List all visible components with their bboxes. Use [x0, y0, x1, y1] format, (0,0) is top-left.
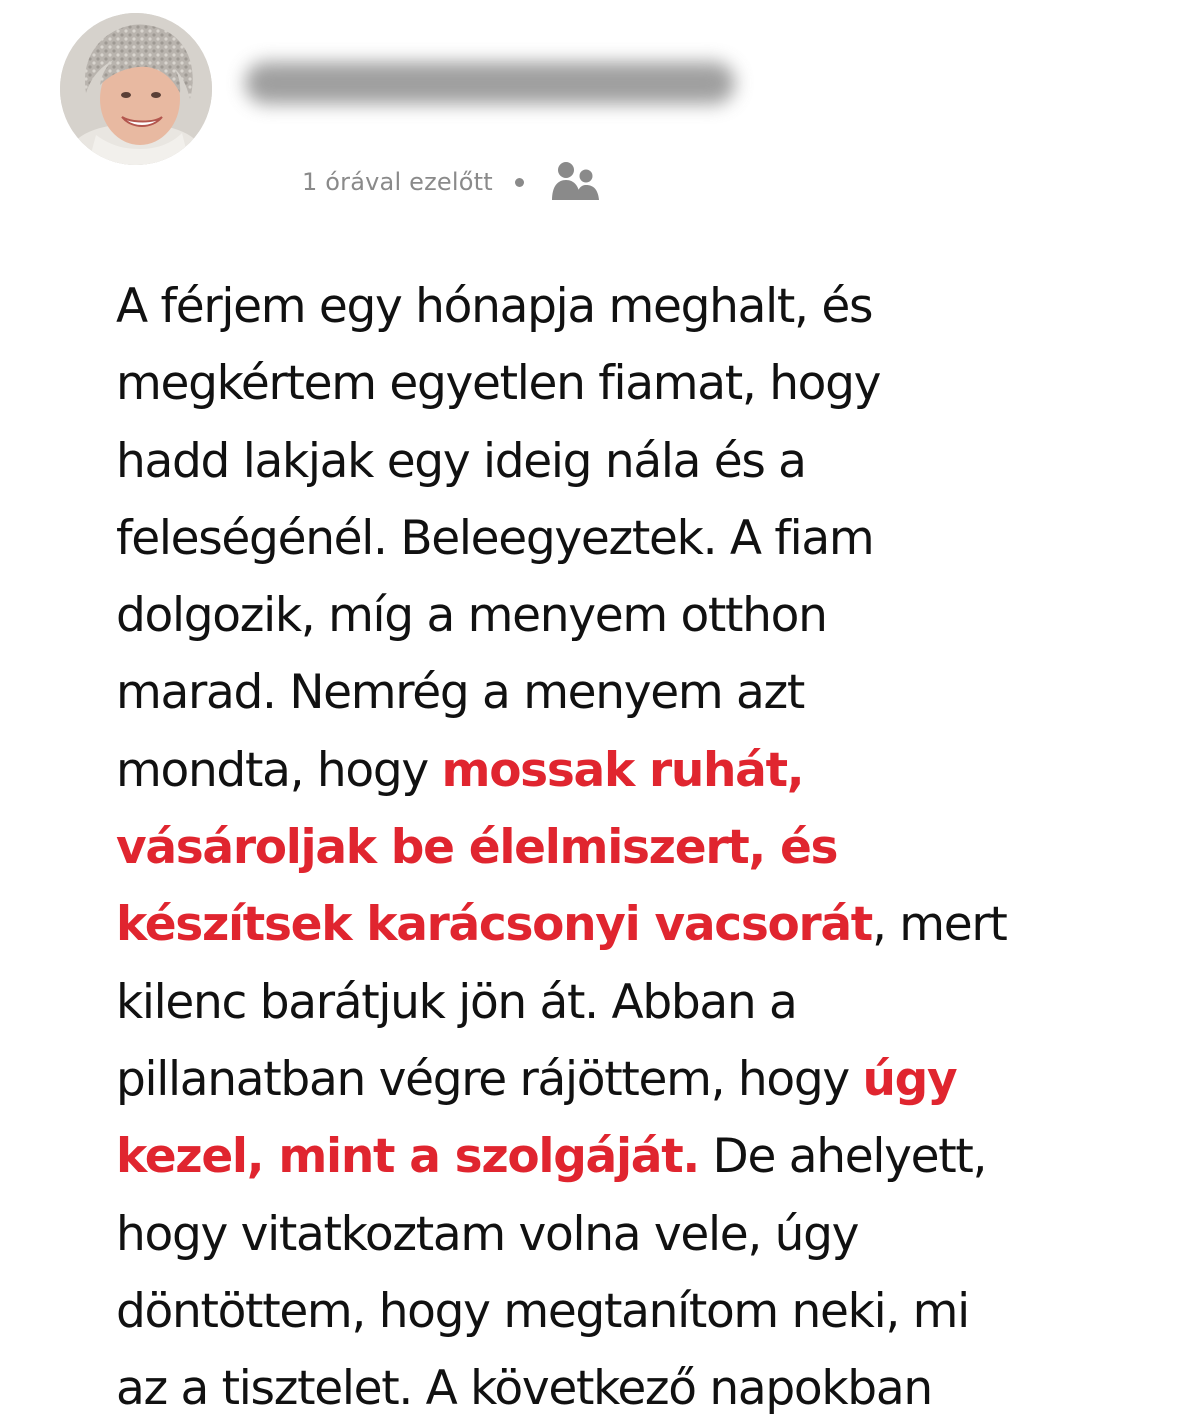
body-line	[116, 1350, 1186, 1415]
body-line	[116, 1118, 1186, 1195]
body-text-segment: hadd lakjak egy ideig nála és a	[116, 433, 806, 489]
highlighted-phrase: kezel, mint a szolgáját.	[116, 1129, 699, 1185]
body-line	[116, 500, 1186, 577]
post-body-text	[116, 268, 1186, 1415]
author-avatar[interactable]	[60, 13, 212, 165]
highlighted-phrase: készítsek karácsonyi vacsorát	[116, 897, 872, 953]
body-text-segment: pillanatban végre rájöttem, hogy	[116, 1051, 863, 1107]
body-line	[116, 1196, 1186, 1273]
body-line	[116, 345, 1186, 422]
body-text-segment: feleségénél. Beleegyeztek. A fiam	[116, 510, 874, 566]
post-timestamp[interactable]: 1 órával ezelőtt	[302, 168, 493, 196]
body-text-segment: dolgozik, míg a menyem otthon	[116, 588, 827, 644]
body-line	[116, 1041, 1186, 1118]
body-line	[116, 964, 1186, 1041]
body-line	[116, 654, 1186, 731]
body-line	[116, 1273, 1186, 1350]
body-line	[116, 886, 1186, 963]
separator-dot	[515, 178, 524, 187]
body-text-segment: kilenc barátjuk jön át. Abban a	[116, 974, 797, 1030]
body-line	[116, 732, 1186, 809]
author-name-blurred[interactable]	[245, 62, 735, 104]
body-line	[116, 809, 1186, 886]
body-text-segment: az a tisztelet. A következő napokban	[116, 1361, 932, 1415]
body-text-segment: marad. Nemrég a menyem azt	[116, 665, 805, 721]
body-line	[116, 423, 1186, 500]
body-text-segment: hogy vitatkoztam volna vele, úgy	[116, 1206, 859, 1262]
body-text-segment: mondta, hogy	[116, 742, 442, 798]
body-text-segment: A férjem egy hónapja meghalt, és	[116, 279, 873, 334]
body-text-segment: megkértem egyetlen fiamat, hogy	[116, 356, 881, 412]
highlighted-phrase: úgy	[862, 1051, 957, 1107]
highlighted-phrase: mossak ruhát,	[441, 742, 804, 798]
body-text-segment: De ahelyett,	[698, 1129, 987, 1185]
profile-photo-avatar-icon	[60, 13, 212, 165]
body-line	[116, 268, 1186, 345]
friends-icon[interactable]	[550, 160, 602, 204]
post-meta	[302, 162, 602, 202]
body-text-segment: döntöttem, hogy megtanítom neki, mi	[116, 1283, 969, 1339]
highlighted-phrase: vásároljak be élelmiszert, és	[116, 820, 838, 876]
body-line	[116, 577, 1186, 654]
body-text-segment: , mert	[871, 897, 1007, 953]
